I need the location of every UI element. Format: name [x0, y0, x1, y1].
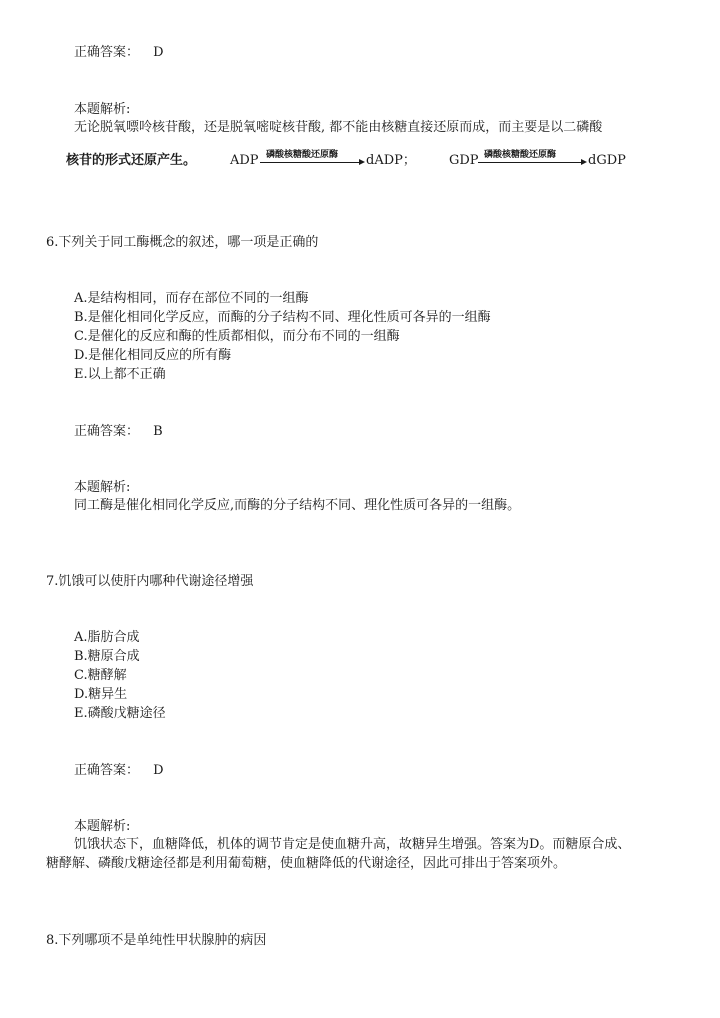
formula1-arrow — [260, 162, 360, 163]
formula1-right: dADP； — [366, 153, 416, 168]
q6-analysis-label: 本题解析: — [74, 480, 131, 495]
answer-value: D — [153, 763, 164, 778]
q7-option-e: E.磷酸戊糖途径 — [74, 706, 166, 721]
answer-label: 正确答案： — [74, 424, 140, 439]
q7-answer — [74, 762, 164, 780]
q6-option-d: D.是催化相同反应的所有酶 — [74, 348, 232, 363]
formula2-left: GDP — [449, 153, 479, 168]
formula1-left: ADP — [230, 153, 259, 168]
q7-option-d: D.糖异生 — [74, 687, 128, 702]
q7-analysis-line1: 饥饿状态下，血糖降低，机体的调节肯定是使血糖升高，故糖异生增强。答案为D。而糖原合成、 — [74, 837, 631, 852]
formula2-enzyme: 磷酸核糖酸还原酶 — [484, 150, 557, 160]
q7-question: 7.饥饿可以使肝内哪种代谢途径增强 — [46, 574, 254, 589]
q6-option-a: A.是结构相同，而存在部位不同的一组酶 — [74, 291, 309, 306]
q5-analysis-text: 无论脱氧嘌呤核苷酸，还是脱氧嘧啶核苷酸, 都不能由核糖直接还原而成，而主要是以二磷酸 — [74, 120, 603, 135]
q8-question: 8.下列哪项不是单纯性甲状腺肿的病因 — [46, 933, 267, 948]
answer-label: 正确答案： — [74, 45, 140, 60]
answer-value: D — [153, 45, 164, 60]
q5-answer — [74, 44, 164, 62]
q6-analysis-text: 同工酶是催化相同化学反应,而酶的分子结构不同、理化性质可各异的一组酶。 — [74, 498, 521, 513]
answer-value: B — [153, 424, 163, 439]
q7-option-a: A.脂肪合成 — [74, 630, 140, 645]
q7-analysis-line2: 糖酵解、磷酸戊糖途径都是利用葡萄糖，使血糖降低的代谢途径，因此可排出于答案项外。 — [46, 856, 567, 871]
formula2-right: dGDP — [588, 153, 626, 168]
q7-analysis-label: 本题解析: — [74, 819, 131, 834]
formula2-arrow-head-icon — [581, 159, 587, 165]
formula-prefix: 核苷的形式还原产生。 — [66, 153, 197, 168]
q5-analysis-label: 本题解析: — [74, 102, 131, 117]
q7-option-b: B.糖原合成 — [74, 649, 140, 664]
q6-option-c: C.是催化的反应和酶的性质都相似，而分布不同的一组酶 — [74, 329, 400, 344]
q5-formula — [0, 148, 720, 176]
q6-answer — [74, 423, 163, 441]
q6-question: 6.下列关于同工酶概念的叙述，哪一项是正确的 — [46, 235, 319, 250]
q6-option-e: E.以上都不正确 — [74, 367, 166, 382]
q6-option-b: B.是催化相同化学反应，而酶的分子结构不同、理化性质可各异的一组酶 — [74, 310, 491, 325]
answer-label: 正确答案： — [74, 763, 140, 778]
formula1-enzyme: 磷酸核糖酸还原酶 — [266, 150, 339, 160]
formula2-arrow — [478, 162, 582, 163]
q7-option-c: C.糖酵解 — [74, 668, 127, 683]
formula1-arrow-head-icon — [359, 159, 365, 165]
